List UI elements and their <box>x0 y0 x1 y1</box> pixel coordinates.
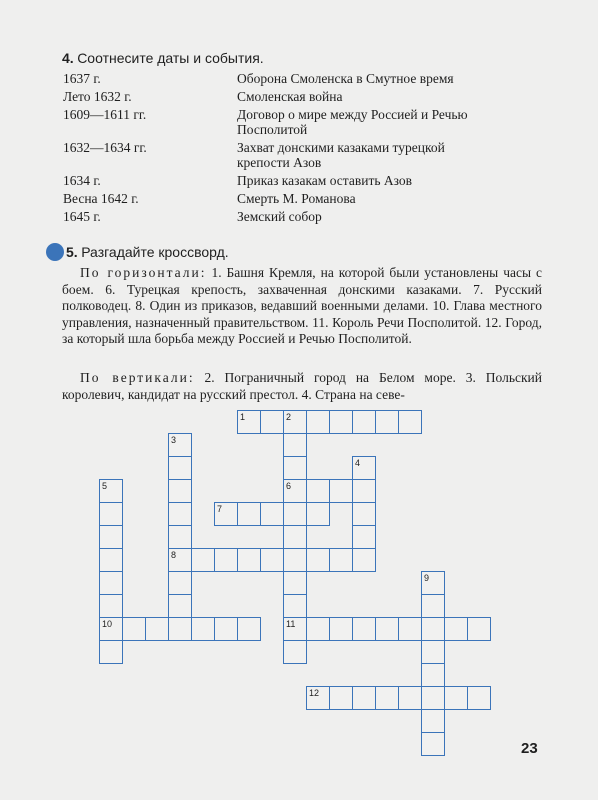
date-cell: 1609—1611 гг. <box>63 107 147 122</box>
crossword-cell[interactable] <box>237 617 261 641</box>
crossword-cell[interactable] <box>329 479 353 503</box>
crossword-cell[interactable] <box>99 525 123 549</box>
crossword-cell[interactable] <box>306 502 330 526</box>
event-line: Посполитой <box>237 122 308 137</box>
crossword-cell[interactable] <box>375 617 399 641</box>
crossword-clue-number: 4 <box>355 458 361 468</box>
crossword-cell[interactable] <box>329 548 353 572</box>
date-event-row <box>62 107 507 140</box>
page-number: 23 <box>521 740 538 757</box>
crossword-cell[interactable] <box>145 617 169 641</box>
crossword-cell[interactable] <box>283 571 307 595</box>
crossword-cell[interactable] <box>99 571 123 595</box>
crossword-cell[interactable] <box>352 548 376 572</box>
event-line: Приказ казакам оставить Азов <box>237 173 413 188</box>
crossword-cell[interactable] <box>283 433 307 457</box>
crossword-cell[interactable] <box>398 617 422 641</box>
event-cell <box>237 71 507 89</box>
event-cell <box>237 89 507 107</box>
crossword-cell[interactable] <box>214 617 238 641</box>
crossword-cell[interactable] <box>191 548 215 572</box>
crossword-cell[interactable] <box>421 617 445 641</box>
crossword-clue-number: 9 <box>424 573 430 583</box>
crossword-cell[interactable] <box>398 410 422 434</box>
crossword-cell[interactable] <box>329 617 353 641</box>
crossword-clue-number: 11 <box>286 619 296 629</box>
crossword-clue-number: 3 <box>171 435 177 445</box>
crossword-cell[interactable] <box>444 686 468 710</box>
event-line: Смерть М. Романова <box>237 191 356 206</box>
event-cell <box>237 209 507 227</box>
task-4-title: Соотнесите даты и события. <box>77 50 264 66</box>
crossword-cell[interactable] <box>375 686 399 710</box>
crossword-cell[interactable] <box>352 686 376 710</box>
crossword-clue-number: 2 <box>286 412 292 422</box>
crossword-cell[interactable] <box>421 709 445 733</box>
crossword-clue-number: 5 <box>102 481 108 491</box>
crossword-cell[interactable] <box>99 594 123 618</box>
crossword-cell[interactable] <box>214 548 238 572</box>
date-event-row <box>62 71 507 89</box>
crossword-cell[interactable] <box>283 525 307 549</box>
crossword-cell[interactable] <box>283 640 307 664</box>
crossword-cell[interactable] <box>283 548 307 572</box>
crossword-cell[interactable] <box>168 479 192 503</box>
crossword-cell[interactable] <box>329 410 353 434</box>
crossword-cell[interactable] <box>352 410 376 434</box>
crossword-clue-number: 6 <box>286 481 292 491</box>
crossword-cell[interactable] <box>191 617 215 641</box>
event-line: крепости Азов <box>237 155 322 170</box>
crossword-clue-number: 1 <box>240 412 246 422</box>
crossword-cell[interactable] <box>444 617 468 641</box>
crossword-cell[interactable] <box>306 617 330 641</box>
crossword-cell[interactable] <box>168 571 192 595</box>
crossword-cell[interactable] <box>99 502 123 526</box>
date-event-row <box>62 209 507 227</box>
crossword-cell[interactable] <box>168 502 192 526</box>
crossword-cell[interactable] <box>467 617 491 641</box>
crossword-clue-number: 10 <box>102 619 113 629</box>
crossword-cell[interactable] <box>398 686 422 710</box>
crossword-cell[interactable] <box>168 525 192 549</box>
crossword-cell[interactable] <box>421 663 445 687</box>
crossword-cell[interactable] <box>99 548 123 572</box>
task-5-title: Разгадайте кроссворд. <box>81 244 229 260</box>
crossword-cell[interactable] <box>421 686 445 710</box>
date-event-row <box>62 191 507 209</box>
crossword-cell[interactable] <box>260 502 284 526</box>
horizontal-clues-text: 1. Башня Кремля, на которой были установлены часы с боем. 6. Турецкая крепость, захваченная донскими казаками. 7. Русский полководец. 8. Один из приказов, ведавший военными делами. 10. Глава местного управления, назначенный правительством. 11. Король Речи Посполитой. 12. Город, за который шла борьба между Россией и Речью Посполитой. <box>62 265 542 347</box>
crossword-cell[interactable] <box>467 686 491 710</box>
crossword-cell[interactable] <box>352 525 376 549</box>
event-line: Смоленская война <box>237 89 343 104</box>
crossword-cell[interactable] <box>260 410 284 434</box>
crossword-cell[interactable] <box>260 548 284 572</box>
dates-events-table <box>62 71 507 227</box>
crossword-cell[interactable] <box>283 456 307 480</box>
date-cell: Весна 1642 г. <box>63 191 139 206</box>
event-line: Земский собор <box>237 209 322 224</box>
crossword-cell[interactable] <box>421 732 445 756</box>
crossword-cell[interactable] <box>352 617 376 641</box>
date-cell: Лето 1632 г. <box>63 89 132 104</box>
event-cell <box>237 173 507 191</box>
crossword-cell[interactable] <box>306 548 330 572</box>
crossword-cell[interactable] <box>329 686 353 710</box>
crossword-cell[interactable] <box>168 594 192 618</box>
task-5-number: 5. <box>66 244 78 260</box>
crossword-cell[interactable] <box>168 456 192 480</box>
date-cell: 1637 г. <box>63 71 101 86</box>
date-event-row <box>62 89 507 107</box>
event-cell <box>237 191 507 209</box>
event-line: Оборона Смоленска в Смутное время <box>237 71 454 86</box>
task-5-heading <box>66 244 229 262</box>
date-cell: 1645 г. <box>63 209 101 224</box>
task-4-number: 4. <box>62 50 74 66</box>
vertical-clues-text: 2. Пограничный город на Белом море. 3. Польский королевич, кандидат на русский престол. 4. Страна на севе- <box>62 370 542 402</box>
event-cell <box>237 140 507 173</box>
date-cell: 1634 г. <box>63 173 101 188</box>
crossword-cell[interactable] <box>122 617 146 641</box>
crossword-cell[interactable] <box>237 502 261 526</box>
crossword-clue-number: 12 <box>309 688 320 698</box>
crossword-cell[interactable] <box>306 479 330 503</box>
crossword-cell[interactable] <box>352 502 376 526</box>
crossword-cell[interactable] <box>375 410 399 434</box>
crossword-cell[interactable] <box>352 479 376 503</box>
crossword-clue-number: 7 <box>217 504 223 514</box>
event-line: Захват донскими казаками турецкой <box>237 140 445 155</box>
crossword-cell[interactable] <box>421 594 445 618</box>
crossword-cell[interactable] <box>283 502 307 526</box>
crossword-cell[interactable] <box>421 640 445 664</box>
crossword-cell[interactable] <box>283 594 307 618</box>
crossword-cell[interactable] <box>237 548 261 572</box>
task-4-heading <box>62 50 264 68</box>
horizontal-label: По горизонтали: <box>80 265 207 280</box>
crossword-cell[interactable] <box>306 410 330 434</box>
star-marker-icon <box>46 243 64 261</box>
horizontal-clues <box>62 265 542 348</box>
date-cell: 1632—1634 гг. <box>63 140 147 155</box>
date-event-row <box>62 173 507 191</box>
event-line: Договор о мире между Россией и Речью <box>237 107 468 122</box>
crossword-cell[interactable] <box>99 640 123 664</box>
event-cell <box>237 107 507 140</box>
vertical-clues <box>62 370 542 403</box>
vertical-label: По вертикали: <box>80 370 195 385</box>
crossword-clue-number: 8 <box>171 550 177 560</box>
date-event-row <box>62 140 507 173</box>
crossword-cell[interactable] <box>168 617 192 641</box>
